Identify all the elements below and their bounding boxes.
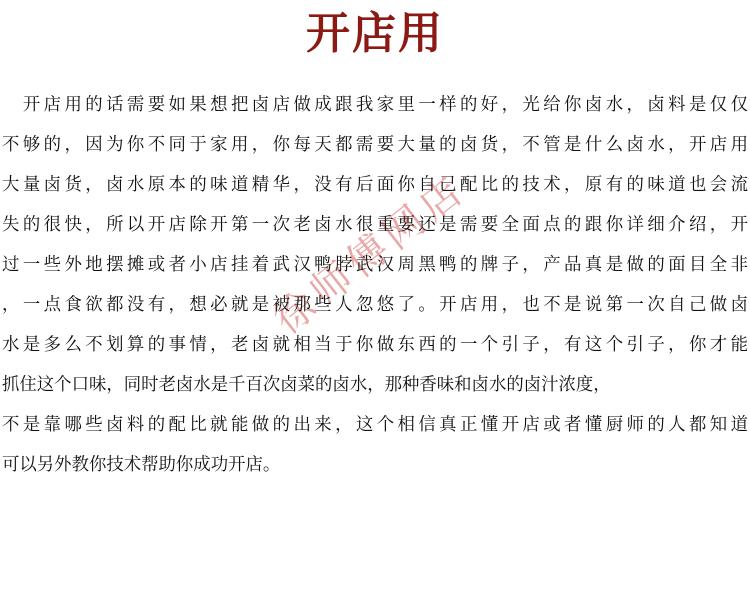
- text-line: 大量卤货，卤水原本的味道精华，没有后面你自己配比的技术，原有的味道也会流: [2, 175, 748, 195]
- text-line: 开店用的话需要如果想把卤店做成跟我家里一样的好，光给你卤水，卤料是仅仅: [2, 95, 748, 115]
- text-line: 不是靠哪些卤料的配比就能做的出来，这个相信真正懂开店或者懂厨师的人都知道: [2, 415, 748, 435]
- text-line: 不够的，因为你不同于家用，你每天都需要大量的卤货，不管是什么卤水，开店用: [2, 135, 748, 155]
- text-line: 失的很快，所以开店除开第一次老卤水很重要还是需要全面点的跟你详细介绍，开: [2, 215, 748, 235]
- text-line: 水是多么不划算的事情，老卤就相当于你做东西的一个引子，有这个引子，你才能: [2, 335, 748, 355]
- text-line: 过一些外地摆摊或者小店挂着武汉鸭脖武汉周黑鸭的牌子，产品真是做的面目全非: [2, 255, 748, 275]
- watermark: 徐师傅网店: [265, 165, 476, 344]
- body-text: [2, 92, 748, 492]
- page-title: 开店用: [306, 8, 444, 59]
- text-line: ，一点食欲都没有，想必就是被那些人忽悠了。开店用，也不是说第一次自己做卤: [2, 295, 748, 315]
- text-line: 可以另外教你技术帮助你成功开店。: [2, 455, 281, 475]
- text-line: 抓住这个口味，同时老卤水是千百次卤菜的卤水，那种香味和卤水的卤汁浓度，: [2, 375, 611, 395]
